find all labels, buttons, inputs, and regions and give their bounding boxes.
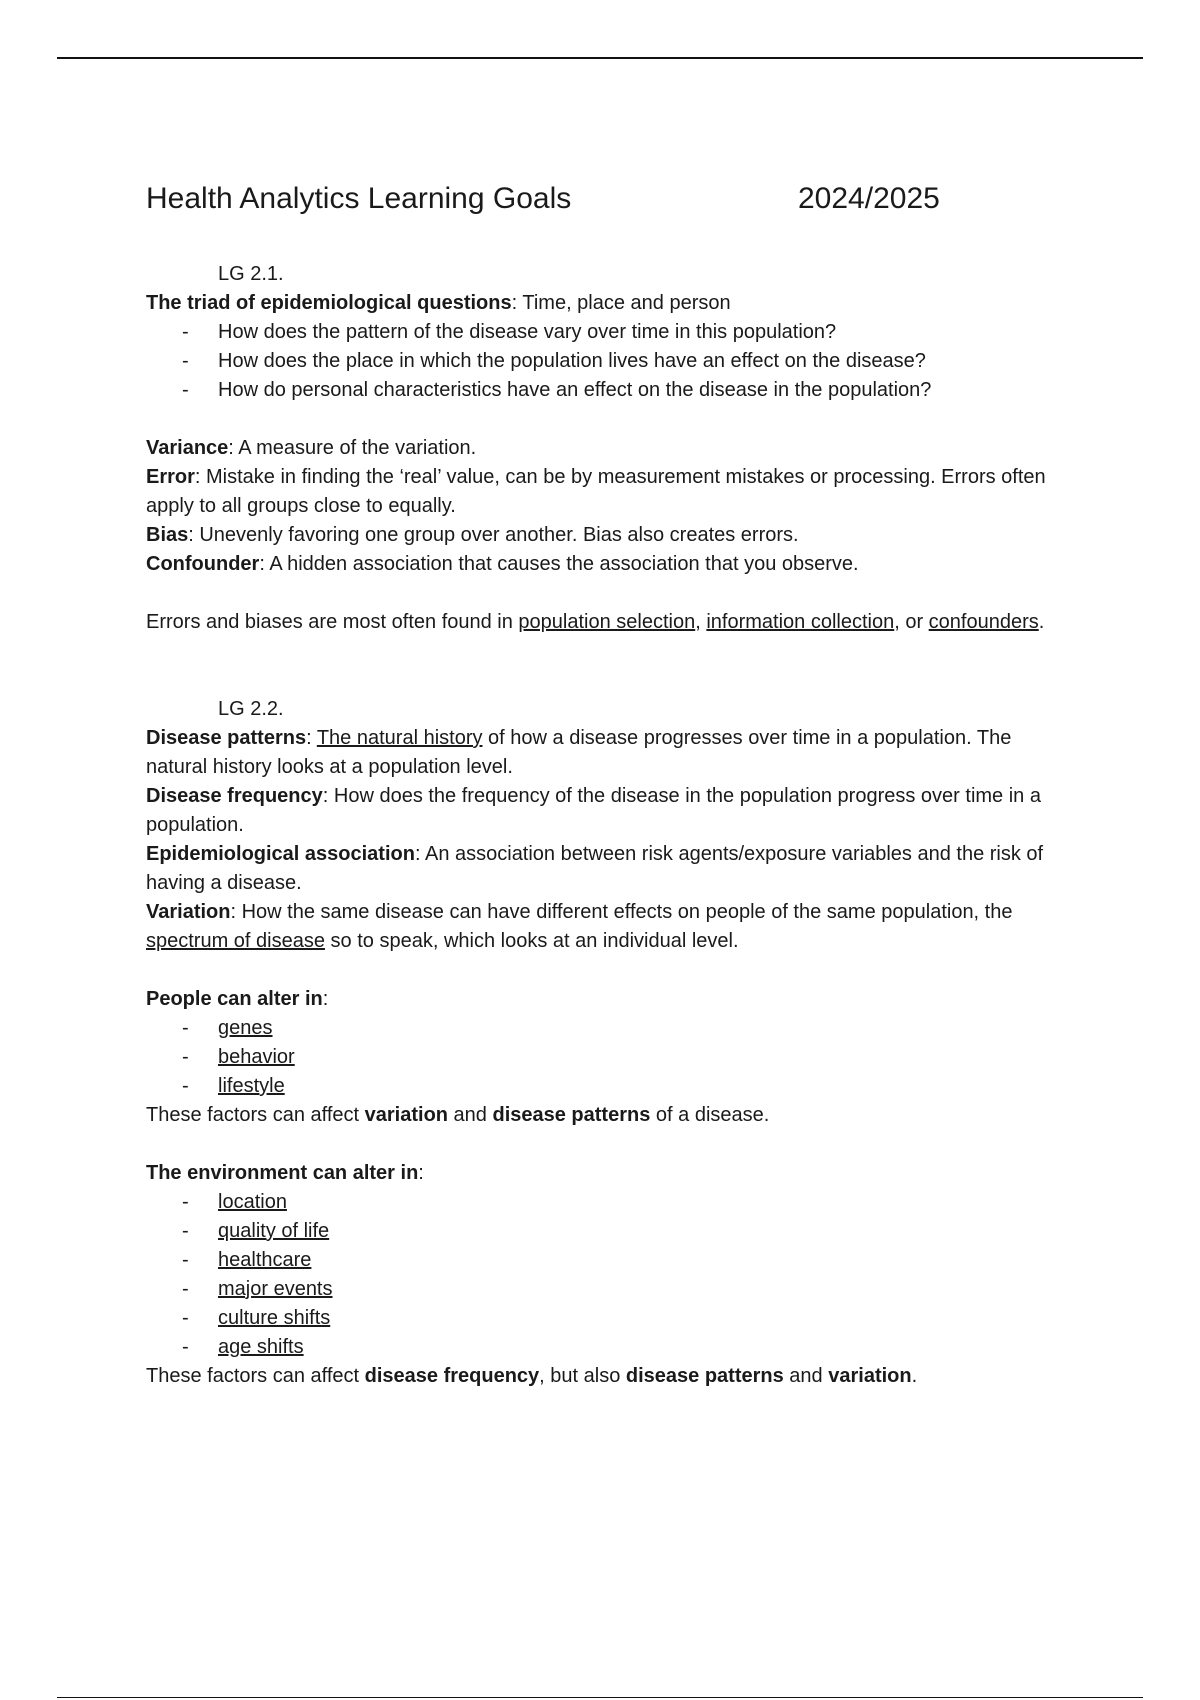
summary-text: and bbox=[448, 1104, 493, 1126]
footer-rule bbox=[57, 1697, 1143, 1698]
lg-2-1-label: LG 2.1. bbox=[218, 263, 284, 285]
bias-definition: : Unevenly favoring one group over another. Bias also creates errors. bbox=[188, 524, 799, 546]
disease-frequency-paragraph bbox=[146, 782, 1076, 840]
summary-bold: variation bbox=[828, 1365, 912, 1387]
variation-definition-start: : How the same disease can have different effects on people of the same population, the bbox=[230, 901, 1013, 923]
factor-genes: genes bbox=[218, 1017, 273, 1039]
list-item: - How does the pattern of the disease vary over time in this population? bbox=[146, 318, 1076, 347]
variation-definition-end: so to speak, which looks at an individual level. bbox=[324, 930, 739, 952]
summary-text: These factors can affect bbox=[146, 1365, 365, 1387]
disease-frequency-term: Disease frequency bbox=[146, 785, 323, 807]
list-item: - How does the place in which the population lives have an effect on the disease? bbox=[146, 347, 1076, 376]
association-term: Epidemiological association bbox=[146, 843, 415, 865]
list-item bbox=[146, 1246, 1076, 1275]
errors-sources-paragraph bbox=[146, 608, 1076, 637]
association-paragraph bbox=[146, 840, 1076, 898]
factor-lifestyle: lifestyle bbox=[218, 1075, 285, 1097]
triad-definition: : Time, place and person bbox=[511, 292, 731, 314]
information-collection-text: information collection bbox=[706, 611, 895, 633]
confounders-text: confounders bbox=[928, 611, 1039, 633]
document-body bbox=[146, 260, 1076, 1391]
page-title: Health Analytics Learning Goals bbox=[146, 182, 572, 215]
people-heading bbox=[146, 985, 1076, 1014]
disease-patterns-definition: of how a disease progresses over time in a population. The natural history looks at a population level. bbox=[146, 727, 1012, 778]
list-item bbox=[146, 1217, 1076, 1246]
list-item bbox=[146, 1188, 1076, 1217]
natural-history-text: The natural history bbox=[316, 727, 483, 749]
summary-bold: disease patterns bbox=[492, 1104, 651, 1126]
lg-2-2-label: LG 2.2. bbox=[218, 698, 284, 720]
error-term: Error bbox=[146, 466, 195, 488]
bias-paragraph bbox=[146, 521, 1076, 550]
factor-location: location bbox=[218, 1191, 287, 1213]
variance-term: Variance bbox=[146, 437, 229, 459]
period: . bbox=[1038, 611, 1045, 633]
environment-term: The environment can alter in bbox=[146, 1162, 419, 1184]
confounder-paragraph bbox=[146, 550, 1076, 579]
colon: : bbox=[418, 1162, 424, 1184]
title-row bbox=[146, 182, 940, 216]
list-item bbox=[146, 1275, 1076, 1304]
people-term: People can alter in bbox=[146, 988, 323, 1010]
factor-major-events: major events bbox=[218, 1278, 333, 1300]
summary-text: . bbox=[911, 1365, 918, 1387]
list-item bbox=[146, 1072, 1076, 1101]
disease-patterns-paragraph bbox=[146, 724, 1076, 782]
people-summary bbox=[146, 1101, 1076, 1130]
triad-paragraph bbox=[146, 289, 1076, 318]
summary-text: , but also bbox=[539, 1365, 626, 1387]
colon: : bbox=[322, 988, 329, 1010]
people-factors-list bbox=[146, 1014, 1076, 1101]
summary-bold: variation bbox=[364, 1104, 448, 1126]
separator: , bbox=[695, 611, 707, 633]
variation-term: Variation bbox=[146, 901, 231, 923]
header-rule bbox=[57, 57, 1143, 59]
colon: : bbox=[306, 727, 317, 749]
list-item: - How do personal characteristics have an effect on the disease in the population? bbox=[146, 376, 1076, 405]
variance-definition: : A measure of the variation. bbox=[228, 437, 477, 459]
environment-summary bbox=[146, 1362, 1076, 1391]
environment-heading bbox=[146, 1159, 1076, 1188]
summary-bold: disease frequency bbox=[364, 1365, 540, 1387]
summary-text: and bbox=[783, 1365, 829, 1387]
association-definition: : An association between risk agents/exposure variables and the risk of having a disease. bbox=[146, 843, 1044, 894]
list-item bbox=[146, 1043, 1076, 1072]
summary-text: These factors can affect bbox=[146, 1104, 365, 1126]
errors-intro: Errors and biases are most often found in bbox=[146, 611, 519, 633]
list-item bbox=[146, 1304, 1076, 1333]
error-paragraph bbox=[146, 463, 1076, 521]
triad-term: The triad of epidemiological questions bbox=[146, 292, 512, 314]
separator: , or bbox=[894, 611, 929, 633]
factor-behavior: behavior bbox=[218, 1046, 295, 1068]
error-definition: : Mistake in finding the ‘real’ value, can be by measurement mistakes or processing. Errors often apply to all groups close to equally. bbox=[146, 466, 1046, 517]
summary-text: of a disease. bbox=[650, 1104, 770, 1126]
list-item bbox=[146, 1014, 1076, 1043]
academic-year: 2024/2025 bbox=[798, 182, 940, 215]
disease-frequency-definition: : How does the frequency of the disease in the population progress over time in a population. bbox=[146, 785, 1041, 836]
factor-culture-shifts: culture shifts bbox=[218, 1307, 331, 1329]
bias-term: Bias bbox=[146, 524, 189, 546]
population-selection-text: population selection bbox=[518, 611, 696, 633]
confounder-term: Confounder bbox=[146, 553, 260, 575]
variance-paragraph bbox=[146, 434, 1076, 463]
variation-paragraph bbox=[146, 898, 1076, 956]
factor-age-shifts: age shifts bbox=[218, 1336, 304, 1358]
list-item bbox=[146, 1333, 1076, 1362]
environment-factors-list bbox=[146, 1188, 1076, 1362]
spectrum-of-disease-text: spectrum of disease bbox=[146, 930, 325, 952]
factor-quality-of-life: quality of life bbox=[218, 1220, 330, 1242]
confounder-definition: : A hidden association that causes the association that you observe. bbox=[259, 553, 859, 575]
triad-questions-list bbox=[146, 318, 1076, 405]
disease-patterns-term: Disease patterns bbox=[146, 727, 307, 749]
summary-bold: disease patterns bbox=[625, 1365, 784, 1387]
factor-healthcare: healthcare bbox=[218, 1249, 312, 1271]
